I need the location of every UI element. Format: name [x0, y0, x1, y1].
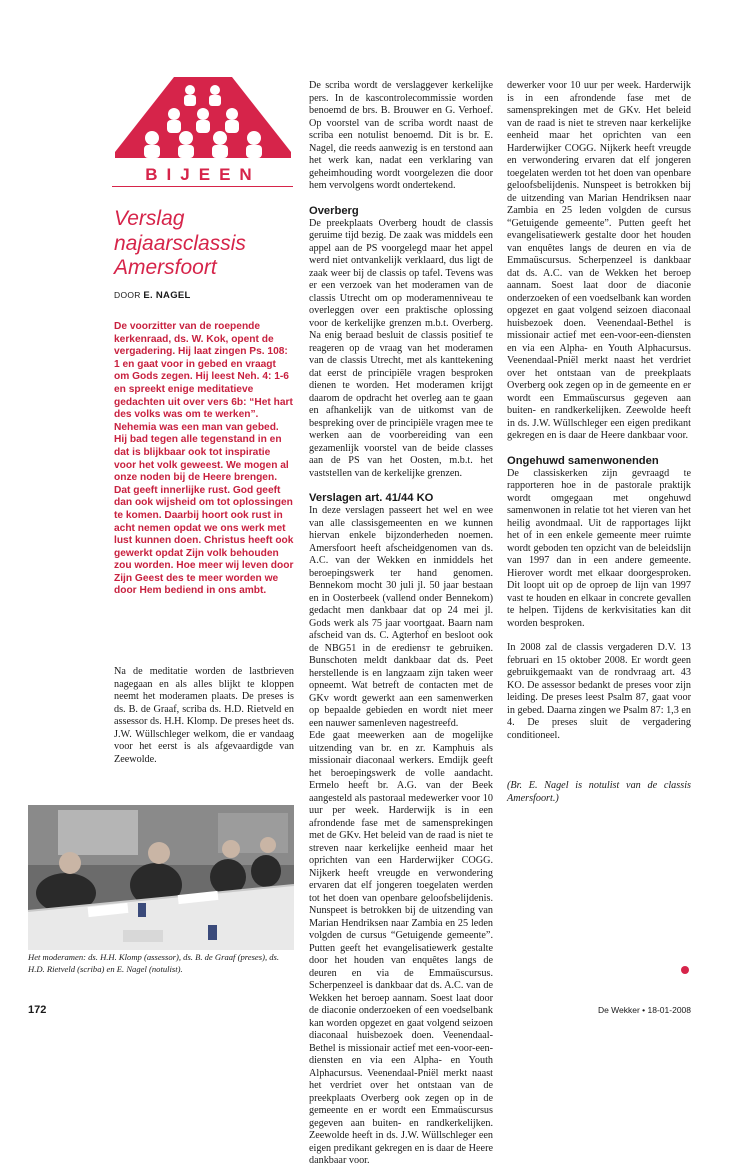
paragraph: In deze verslagen passeert het wel en wee van alle classisgemeenten en we kunnen hiervan enkele bijzonderheden noemen. Amersfoort heeft afscheidgenomen van ds. A.C. van der Wekken en inmiddels het beroepingswerk ter hand genomen. Bennekom mocht 30 juli jl. 50 jaar bestaan en in Oosterbeek (vallend onder Bennekom) gedacht men dankbaar dat op 24 mei jl. Gods werk als 75 jaar voortgaat. Baarn nam afscheid van ds. C. Agterhof en besloot ook de NBG51 in de erediensт te gebruiken. Bunschoten meldt dankbaar dat ds. Peet herstellende is en langzaam zijn taken weer opneemt. Wat betreft de contacten met de GKv wordt gewerkt aan een samenwerken op bepaalde gebieden en wordt niet meer een nauwer samenleven nagestreefd.	[309, 505, 493, 729]
column-3	[507, 80, 691, 805]
paragraph-continued: dewerker voor 10 uur per week. Harderwijk is in een afrondende fase met de samensprekingen met de GKv. Het beleid van de raad is niet te streven naar kerkelijke eenheid maar het oprichten van een Harderwijker COGG. Nijkerk heeft vreugde en verwondering ervaren dat elf jongeren toegelaten werden tot het doen van openbare geloofsbelijdenis. Nunspeet is betrokken bij de uitzending van Marian Hendriksen naar Zambia en 25 leden volgden de cursus “Getuigende gemeente”. Putten geeft het evangelisatiewerk gestalte door het houden van enquêtes langs de deuren en via de Emmaüscursus. Scherpenzeel is dankbaar dat ds. A.C. van de Wekken het beroep aannam. Soest laat door de diaconie onderzoeken of een voedselbank kan worden opgezet en gaat volgend seizoen diaconaal huisbezoek doen. Veenendaal-Bethel is missionair actief met een-voor-een-diensten en via een Alpha- en Youth Alphacursus. Veenendaal-Pniël merkt naast het verdriet over het ontstaan van de preekplaats Overberg ook zegen op in de gemeente en er wordt een Emmaüscursus gegeven aan buiten- en randkerkelijken. Zeewolde heeft in ds. J.W. Wüllschleger een eigen predikant gekregen en is daar de Heere dankbaar voor.	[507, 80, 691, 441]
section-heading-verslagen: Verslagen art. 41/44 KO	[309, 492, 434, 504]
section-heading-ongehuwd: Ongehuwd samenwonenden	[507, 454, 659, 467]
logo-text: BIJEEN	[145, 165, 261, 184]
paragraph: Ede gaat meewerken aan de mogelijke uitzending van br. en zr. Kamphuis als missionair diaconaal werkers. Emdijk geeft het beroepingswerk de volle aandacht. Ermelo heeft br. A.G. van der Beek aangesteld als pastoraal medewerker voor 10 uur per week. Harderwijk is in een afrondende fase met de samensprekingen met de GKv. Het beleid van de raad is niet te streven naar kerkelijke eenheid maar het oprichten van een Harderwijker COGG. Nijkerk heeft vreugde en verwondering ervaren dat elf jongeren toegelaten werden tot het doen van openbare geloofsbelijdenis. Nunspeet is betrokken bij de uitzending van Marian Hendriksen naar Zambia en 25 leden volgden de cursus “Getuigende gemeente”. Putten geeft het evangelisatiewerk gestalte door het houden van enquêtes langs de deuren en via de Emmaüscursus. Scherpenzeel is dankbaar dat ds. A.C. van de Wekken het beroep aannam. Soest laat door de diaconie onderzoeken of een voedselbank kan worden opgezet en gaat volgend seizoen diaconaal huisbezoek doen. Veenendaal-Bethel is missionair actief met een-voor-een-diensten en via een Alpha- en Youth Alphacursus. Veenendaal-Pniël merkt naast het verdriet over het ontstaan van de preekplaats Overberg ook zegen op in de gemeente en er wordt een Emmaüscursus gegeven aan buiten- en randkerkelijken. Zeewolde heeft in ds. J.W. Wüllschleger een eigen predikant gekregen en is daar de Heere dankbaar voor.	[309, 730, 493, 1166]
magazine-footer: De Wekker • 18-01-2008	[597, 1005, 691, 1015]
paragraph: De scriba wordt de verslaggever kerkelijke pers. In de kascontrolecommissie worden benoemd de brs. B. Brouwer en G. Verhoef. Op voorstel van de scriba wordt naast de scriba een notulist benoemd. Dit is br. E. Nagel, die reeds aanwezig is en terstond aan het werk kan, nadat een verklaring van geheimhouding wordt voorgelezen die door hem vervolgens wordt ondertekend.	[309, 80, 493, 191]
section-heading-overberg: Overberg	[309, 204, 359, 217]
paragraph: In 2008 zal de classis vergaderen D.V. 13 februari en 15 oktober 2008. Er wordt geen gebruikgemaakt van de rondvraag art. 43 KO. De assessor bedankt de preses voor zijn leiding. De preses leest Psalm 87, gaat voor in gebed. Daarna zingen we Psalm 87: 1,3 en 4. De preses sluit de vergadering conditioneel.	[507, 642, 691, 741]
lead-paragraph: De voorzitter van de roepende kerkenraad, ds. W. Kok, opent de vergadering. Hij laat zingen Ps. 108: 1 en gaat voor in gebed en vraagt om Gods zegen. Hij leest Neh. 4: 1-6 en spreekt enige meditatieve gedachten uit over vers 6b: “Het hart des volks was om te werken”. Nehemia was een man van gebed. Hij bad tegen alle tegenstand in en dat is blijkbaar ook tot inspiratie voor het volk geweest. We mogen al onze noden bij de Heere brengen. Dat geeft innerlijke rust. God geeft dan ook wijsheid om tot oplossingen te komen. Daarbij hoort ook rust in acht nemen opdat we ons werk met lust kunnen doen. Christus heeft ook gewerkt opdat Zijn volk behouden zou worden. Hoe meer wij leven door Zijn Geest des te meer worden we door Hem bediend in ons ambt.	[114, 321, 294, 597]
author-prefix: DOOR	[114, 290, 141, 300]
column-1-body	[114, 666, 294, 766]
column-2	[309, 80, 493, 1166]
paragraph: Na de meditatie worden de lastbrieven nagegaan en als alles blijkt te kloppen neemt het moderamen plaats. De preses is ds. B. de Graaf, scriba ds. H.D. Rietveld en assessor ds. H.H. Klomp. De preses heet ds. J.W. Wüllschleger welkom, die er vandaag voor het eerst is als afgevaardigde van Zeewolde.	[114, 666, 294, 765]
author-byline	[114, 290, 191, 301]
bijeen-logo-icon	[112, 70, 294, 188]
article-title: Verslag najaarsclassis Amersfoort	[114, 207, 246, 279]
end-mark-icon	[681, 966, 689, 974]
moderamen-photo	[28, 805, 294, 950]
page-number: 172	[28, 1004, 47, 1016]
paragraph: De classiskerken zijn gevraagd te rapporteren hoe in de pastorale praktijk wordt omgegaan met ongehuwd samenwonen in relatie tot het vieren van het heilig avondmaal. Uit de rapportages lijkt het of in een enkele gemeente meer ruimte wordt geboden ten opzicht van de beleidslijn van 1997 dan in een andere gemeente. Hierover wordt met elkaar doorgesproken. Dit loopt uit op de oproep de lijn van 1997 vast te houden en elkaar in concrete gevallen te helpen. Tijdens de kerkvisitaties kan dit worden besproken.	[507, 467, 691, 629]
author-name: E. NAGEL	[143, 290, 191, 301]
author-note: (Br. E. Nagel is notulist van de classis Amersfoort.)	[507, 780, 691, 804]
paragraph: De preekplaats Overberg houdt de classis geruime tijd bezig. De zaak was middels een appel aan de PS voorgelegd maar het appel werd niet ontvankelijk verklaard, dus ligt de zaak weer bij de classis op tafel. Tevens was er een verzoek van het moderamen van de classis Utrecht om op moderamenniveau te overleggen over een praktische oplossing voor de kerkelijke grenzen m.b.t. Overberg. Na enig beraad besluit de classis positief te reageren op de vraag van het moderamen van de classis Utrecht, met als kanttekening dat eerst de principiële vragen besproken dienen te worden. Het moderamen krijgt daarom de opdracht het overleg aan te gaan en afhankelijk van de uitkomst van de bespreking over de principiële vragen mee te werken aan de voorbereiding van een gezamenlijk voorstel van de beide classes aan de PS van het Oosten, m.b.t. het vaststellen van de kerkelijke grenzen.	[309, 217, 493, 479]
photo-caption: Het moderamen: ds. H.H. Klomp (assessor), ds. B. de Graaf (preses), ds. H.D. Rietveld (scriba) en E. Nagel (notulist).	[28, 952, 280, 974]
logo-divider	[112, 186, 293, 187]
